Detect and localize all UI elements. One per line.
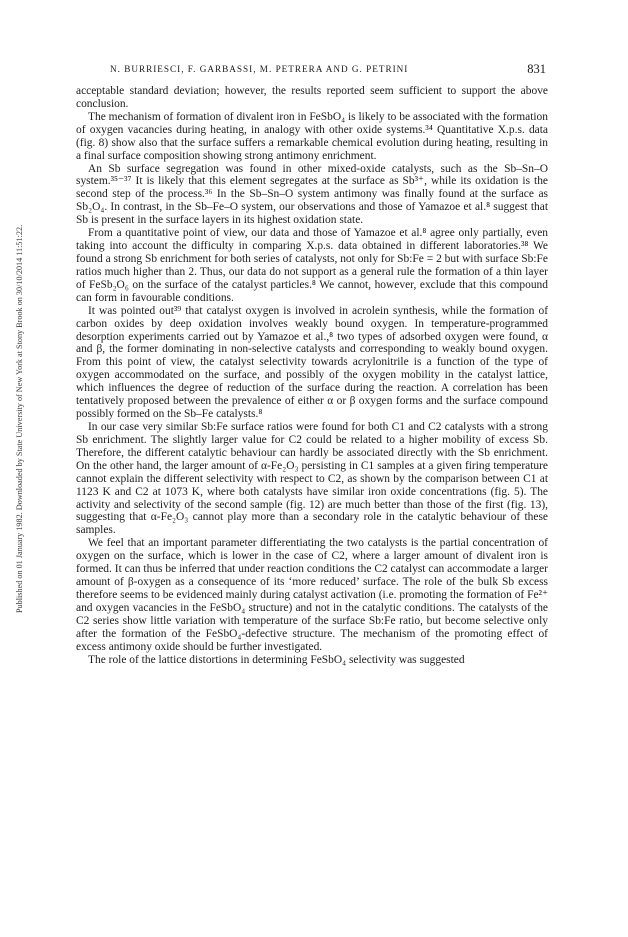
paragraph-quantitative-comparison: From a quantitative point of view, our data and those of Yamazoe et al.⁸ agree only partially, even taking into account the difficulty in comparing X.p.s. data obtained in different laboratories.³⁸ We found a strong Sb enrichment for both series of catalysts, not only for Sb:Fe = 2 but with surface Sb:Fe ratios much higher than 2. Thus, our data do not support as a general rule the formation of a thin layer of FeSb₂O₆ on the surface of the catalyst particles.⁸ We cannot, however, exclude that this compound can form in favourable conditions. [76,227,548,304]
paragraph-divalent-iron-mechanism: The mechanism of formation of divalent iron in FeSbO₄ is likely to be associated with the formation of oxygen vacancies during heating, in analogy with other oxide systems.³⁴ Quantitative X.p.s. data (fig. 8) show also that the surface suffers a remarkable chemical evolution during heating, resulting in a final surface composition showing strong antimony enrichment. [76,110,548,162]
paragraph-oxygen-concentration: We feel that an important parameter differentiating the two catalysts is the partial concentration of oxygen on the surface, which is lower in the case of C2, where a larger amount of divalent iron is formed. It can thus be inferred that under reaction conditions the C2 catalyst can accommodate a larger amount of β-oxygen as a consequence of its ‘more reduced’ surface. The role of the bulk Sb excess therefore seems to be evidenced mainly during catalyst activation (i.e. promoting the formation of Fe²⁺ and oxygen vacancies in the FeSbO₄ structure) and not in the catalytic conditions. The catalysts of the C2 series show little variation with temperature of the surface Sb:Fe ratio, but become selective only after the formation of the FeSbO₄-defective structure. The mechanism of the promoting effect of excess antimony oxide should be further investigated. [76,537,548,653]
paragraph-continued: acceptable standard deviation; however, the results reported seem sufficient to support the above conclusion. [76,85,548,110]
download-provenance-note: Published on 01 January 1982. Downloaded by State University of New York at Stony Brook on 30/10/2014 11:51:22. [15,224,24,613]
running-head-authors: N. BURRIESCI, F. GARBASSI, M. PETRERA AND G. PETRINI [110,64,409,74]
running-head [76,62,546,78]
page-number: 831 [527,62,546,76]
paragraph-c1-c2-comparison: In our case very similar Sb:Fe surface ratios were found for both C1 and C2 catalysts with a strong Sb enrichment. The slightly larger value for C2 could be related to a higher mobility of excess Sb. Therefore, the different catalytic behaviour can hardly be associated directly with the Sb enrichment. On the other hand, the larger amount of α-Fe₂O₃ persisting in C1 samples at a given firing temperature cannot explain the different selectivity with respect to C2, as shown by the comparison between C1 at 1123 K and C2 at 1073 K, where both catalysts have similar iron oxide concentrations (fig. 5). The activity and selectivity of the second sample (fig. 12) are much better than those of the first (fig. 13), suggesting that α-Fe₂O₃ cannot play more than a secondary role in the catalytic behaviour of these samples. [76,420,548,537]
paragraph-sb-surface-segregation: An Sb surface segregation was found in other mixed-oxide catalysts, such as the Sb–Sn–O system.³⁵⁻³⁷ It is likely that this element segregates at the surface as Sb³⁺, while its oxidation is the second step of the process.³⁶ In the Sb–Sn–O system antimony was finally found at the surface as Sb₂O₄. In contrast, in the Sb–Fe–O system, our observations and those of Yamazoe et al.⁸ suggest that Sb is present in the surface layers in its highest oxidation state. [76,162,548,227]
article-body [76,85,548,666]
paragraph-lattice-distortions: The role of the lattice distortions in determining FeSbO₄ selectivity was suggested [88,653,465,666]
paragraph-catalyst-oxygen: It was pointed out³⁹ that catalyst oxygen is involved in acrolein synthesis, while the formation of carbon oxides by deep oxidation involves weakly bound oxygen. In temperature-programmed desorption experiments carried out by Yamazoe et al.,⁸ two types of adsorbed oxygen were found, α and β, the former dominating in non-selective catalysts and corresponding to weakly bound oxygen. From this point of view, the catalyst selectivity towards acrylonitrile is a function of the type of oxygen accommodated on the surface, and possibly of the oxygen mobility in the catalyst lattice, which influences the degree of reduction of the surface during the reaction. A correlation has been tentatively proposed between the prevalence of either α or β oxygen forms and the surface compound possibly formed on the Sb–Fe catalysts.⁸ [76,304,548,421]
